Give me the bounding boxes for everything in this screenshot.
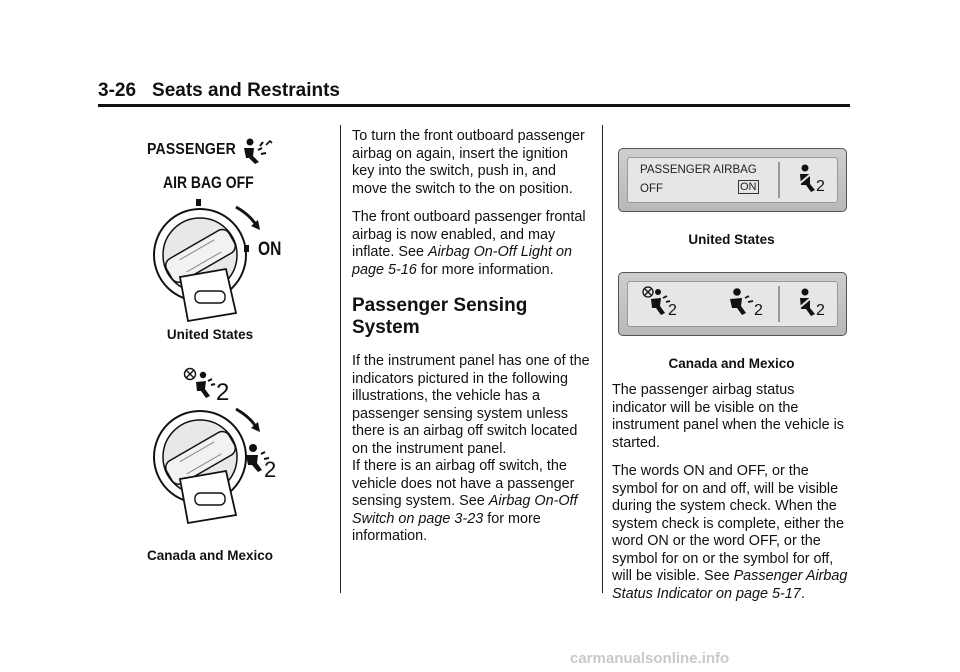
cross-reference-airbag-light[interactable]: Airbag On-Off Light on page 5-16	[352, 244, 572, 278]
seat-number-2-on: 2	[264, 457, 277, 482]
panel-divider	[778, 286, 780, 322]
panel-seat-number: 2	[816, 178, 825, 195]
switch-figure-us	[140, 135, 300, 325]
paragraph-airbag-enabled	[352, 209, 592, 279]
paragraph-indicators: If the instrument panel has one of the indicators pictured in the following illustrations, the vehicle has a passenger sensing system unless there is an airbag off switch located on the instrument panel.	[352, 353, 590, 457]
column-divider-2	[602, 125, 603, 593]
seatbelt-icon	[796, 164, 818, 194]
figure-caption-us-panel: United States	[688, 232, 775, 247]
text-span-tail: for more information.	[416, 261, 554, 278]
panel-face	[627, 281, 838, 327]
panel-seat-number: 2	[668, 302, 677, 319]
cross-reference-airbag-switch[interactable]: Airbag On-Off Switch on page 3-23	[352, 493, 578, 527]
panel-seat-number: 2	[816, 302, 825, 319]
middle-column-text	[352, 128, 592, 557]
panel-face	[627, 157, 838, 203]
panel-title: PASSENGER AIRBAG	[640, 164, 757, 176]
seat-number-2-off: 2	[216, 379, 230, 406]
seatbelt-icon	[796, 288, 818, 318]
panel-divider	[778, 162, 780, 198]
section-title: Seats and Restraints	[152, 80, 340, 101]
section-heading: Passenger Sensing System	[352, 295, 528, 338]
switch-figure-canada-mexico	[140, 365, 300, 530]
paragraph-on-off-words	[612, 463, 852, 603]
paragraph-turn-airbag-on: To turn the front outboard passenger airbag on again, insert the ignition key into the switch, push in, and move the switch to the on position.	[352, 128, 585, 197]
text-span-tail: for more information.	[352, 510, 541, 544]
passenger-airbag-icon	[240, 137, 274, 165]
paragraph-status-indicator: The passenger airbag status indicator will be visible on the instrument panel when the vehicle is started.	[612, 382, 844, 451]
text-span: The front outboard passenger frontal airbag is now enabled, and may inflate. See	[352, 209, 586, 260]
on-label: ON	[258, 239, 282, 260]
text-span-tail: .	[800, 585, 805, 602]
passenger-label: PASSENGER	[147, 141, 236, 158]
figure-caption-us-switch: United States	[166, 327, 254, 342]
figure-caption-canada-mexico-panel: Canada and Mexico	[668, 356, 795, 371]
text-span: The words ON and OFF, or the symbol for on and off, will be visible during the system check. When the system check is complete, either the word ON or the word OFF, or the symbol for on or the symbol for off, will be visible. See	[612, 463, 844, 584]
page-header	[98, 80, 340, 102]
status-indicator-panel-us	[618, 148, 847, 212]
paragraph-airbag-switch	[352, 458, 592, 546]
air-bag-off-label: AIR BAG OFF	[163, 173, 254, 192]
right-column-text	[612, 382, 852, 614]
column-divider-1	[340, 125, 341, 593]
panel-on-label: ON	[740, 181, 757, 193]
panel-seat-number: 2	[754, 302, 763, 319]
page-number: 3-26	[98, 80, 137, 101]
status-indicator-panel-canada-mexico	[618, 272, 847, 336]
header-rule	[98, 104, 850, 107]
text-span: If there is an airbag off switch, the vehicle does not have a passenger sensing system. See	[352, 458, 575, 509]
watermark: carmanualsonline.info	[570, 650, 730, 667]
figure-caption-canada-mexico-switch: Canada and Mexico	[146, 548, 274, 563]
panel-off-label: OFF	[640, 183, 663, 195]
cross-reference-status-indicator[interactable]: Passenger Airbag Status Indicator on page 5-17	[612, 568, 848, 602]
